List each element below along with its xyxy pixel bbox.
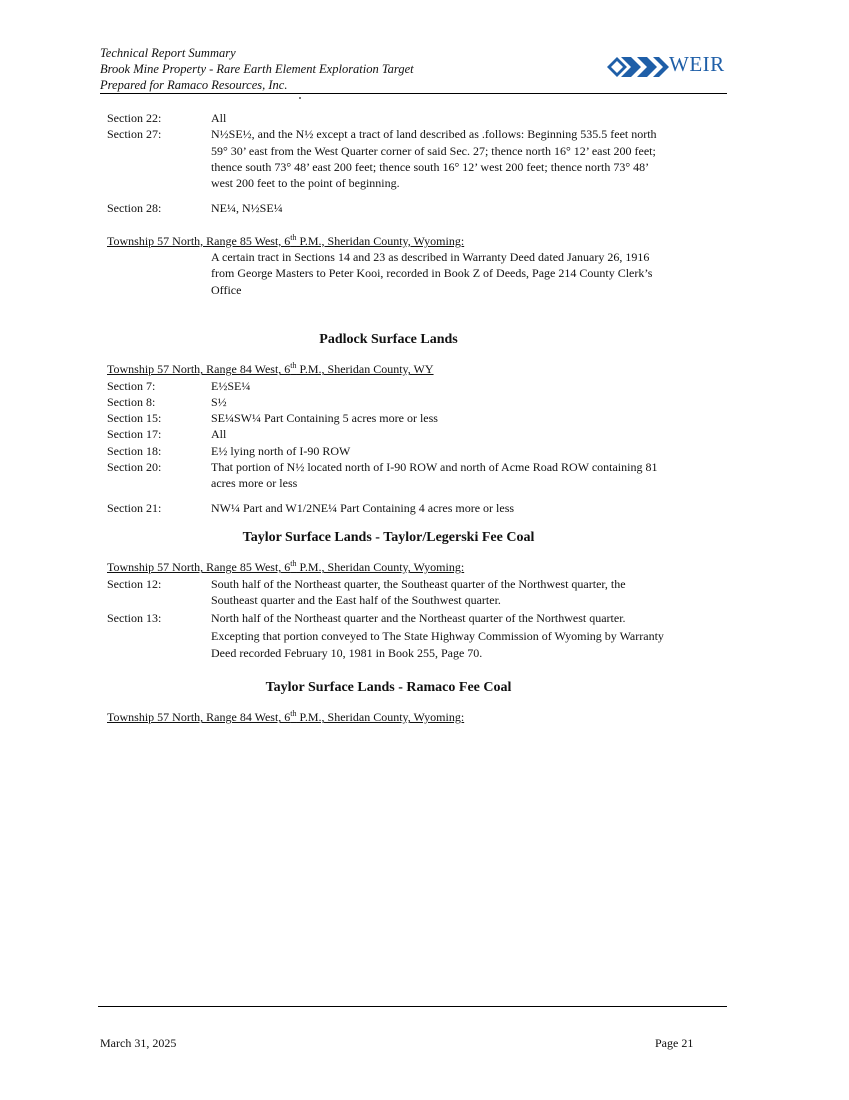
report-title: Technical Report Summary	[100, 46, 236, 60]
chevron-logo-icon	[607, 56, 671, 78]
township-heading: Township 57 North, Range 85 West, 6th P.M., Sheridan County, Wyoming:	[107, 559, 465, 575]
logo-wordmark: WEIR	[669, 52, 725, 76]
section-label: Section 8:	[107, 394, 156, 409]
township-heading: Township 57 North, Range 84 West, 6th P.M., Sheridan County, Wyoming:	[107, 709, 465, 725]
section-label: Section 13:	[107, 611, 162, 626]
header-text	[100, 45, 414, 93]
section-row	[107, 459, 707, 492]
section-heading-ramaco: Taylor Surface Lands - Ramaco Fee Coal	[265, 680, 512, 696]
document-body	[107, 110, 707, 726]
weir-logo	[607, 52, 747, 82]
page-header	[100, 45, 727, 94]
section-label: Section 15:	[107, 411, 162, 426]
section-value: All	[211, 427, 227, 442]
page-number: Page 21	[655, 1036, 694, 1050]
exception-note: Excepting that portion conveyed to The State Highway Commission of Wyoming by Warranty Deed recorded February 10, 1981 in Book 255, Page 70.	[211, 629, 664, 660]
section-label: Section 28:	[107, 201, 162, 216]
section-row	[107, 500, 707, 516]
section-heading-taylor-legerski: Taylor Surface Lands - Taylor/Legerski Fee Coal	[242, 529, 535, 545]
report-client: Prepared for Ramaco Resources, Inc.	[100, 78, 288, 92]
tract-description: A certain tract in Sections 14 and 23 as described in Warranty Deed dated January 26, 1916 from George Masters to Peter Kooi, recorded in Book Z of Deeds, Page 214 County Clerk’s Office	[211, 250, 653, 297]
section-row	[107, 110, 707, 126]
section-row	[107, 378, 707, 394]
township-heading: Township 57 North, Range 84 West, 6th P.M., Sheridan County, WY	[107, 361, 434, 377]
section-label: Section 12:	[107, 576, 162, 591]
section-value: South half of the Northeast quarter, the Southeast quarter of the Northwest quarter, the Southeast quarter and the East half of the Southwest quarter.	[211, 576, 626, 607]
section-label: Section 20:	[107, 460, 162, 475]
township-heading: Township 57 North, Range 85 West, 6th P.M., Sheridan County, Wyoming:	[107, 232, 465, 248]
section-value: North half of the Northeast quarter and the Northeast quarter of the Northwest quarter.	[211, 611, 626, 626]
section-row	[107, 576, 707, 609]
footer-date: March 31, 2025	[100, 1036, 177, 1050]
section-value: All	[211, 111, 227, 125]
section-row	[107, 443, 707, 459]
stray-mark	[299, 97, 301, 99]
section-value: NE¼, N½SE¼	[211, 201, 283, 216]
section-label: Section 18:	[107, 443, 162, 458]
section-row	[107, 126, 707, 191]
section-row	[107, 394, 707, 410]
section-value: E½SE¼	[211, 378, 251, 393]
section-value: N½SE½, and the N½ except a tract of land described as .follows: Beginning 535.5 feet north 59° 30’ east from the West Quarter corner of said Sec. 27; thence north 16° 12’ east 200 feet; thence south 73° 48’ east 200 feet; thence south 16° 12’ west 200 feet; thence north 73° 48’ west 200 feet to the point of beginning.	[211, 127, 657, 191]
section-label: Section 27:	[107, 127, 162, 142]
footer-divider	[98, 1006, 727, 1007]
section-label: Section 7:	[107, 378, 156, 393]
section-row	[107, 426, 707, 442]
section-value: E½ lying north of I-90 ROW	[211, 443, 351, 458]
section-heading-padlock: Padlock Surface Lands	[319, 331, 458, 347]
section-row	[107, 610, 707, 626]
section-label: Section 21:	[107, 500, 162, 515]
section-value: S½	[211, 394, 227, 409]
section-label: Section 17:	[107, 427, 162, 442]
section-row	[107, 410, 707, 426]
section-row	[107, 200, 707, 216]
section-label: Section 22:	[107, 111, 162, 125]
section-value: SE¼SW¼ Part Containing 5 acres more or less	[211, 411, 438, 426]
section-value: NW¼ Part and W1/2NE¼ Part Containing 4 acres more or less	[211, 500, 515, 515]
section-value: That portion of N½ located north of I-90 ROW and north of Acme Road ROW containing 81 acres more or less	[211, 460, 658, 491]
report-subtitle: Brook Mine Property - Rare Earth Element Exploration Target	[100, 62, 414, 76]
